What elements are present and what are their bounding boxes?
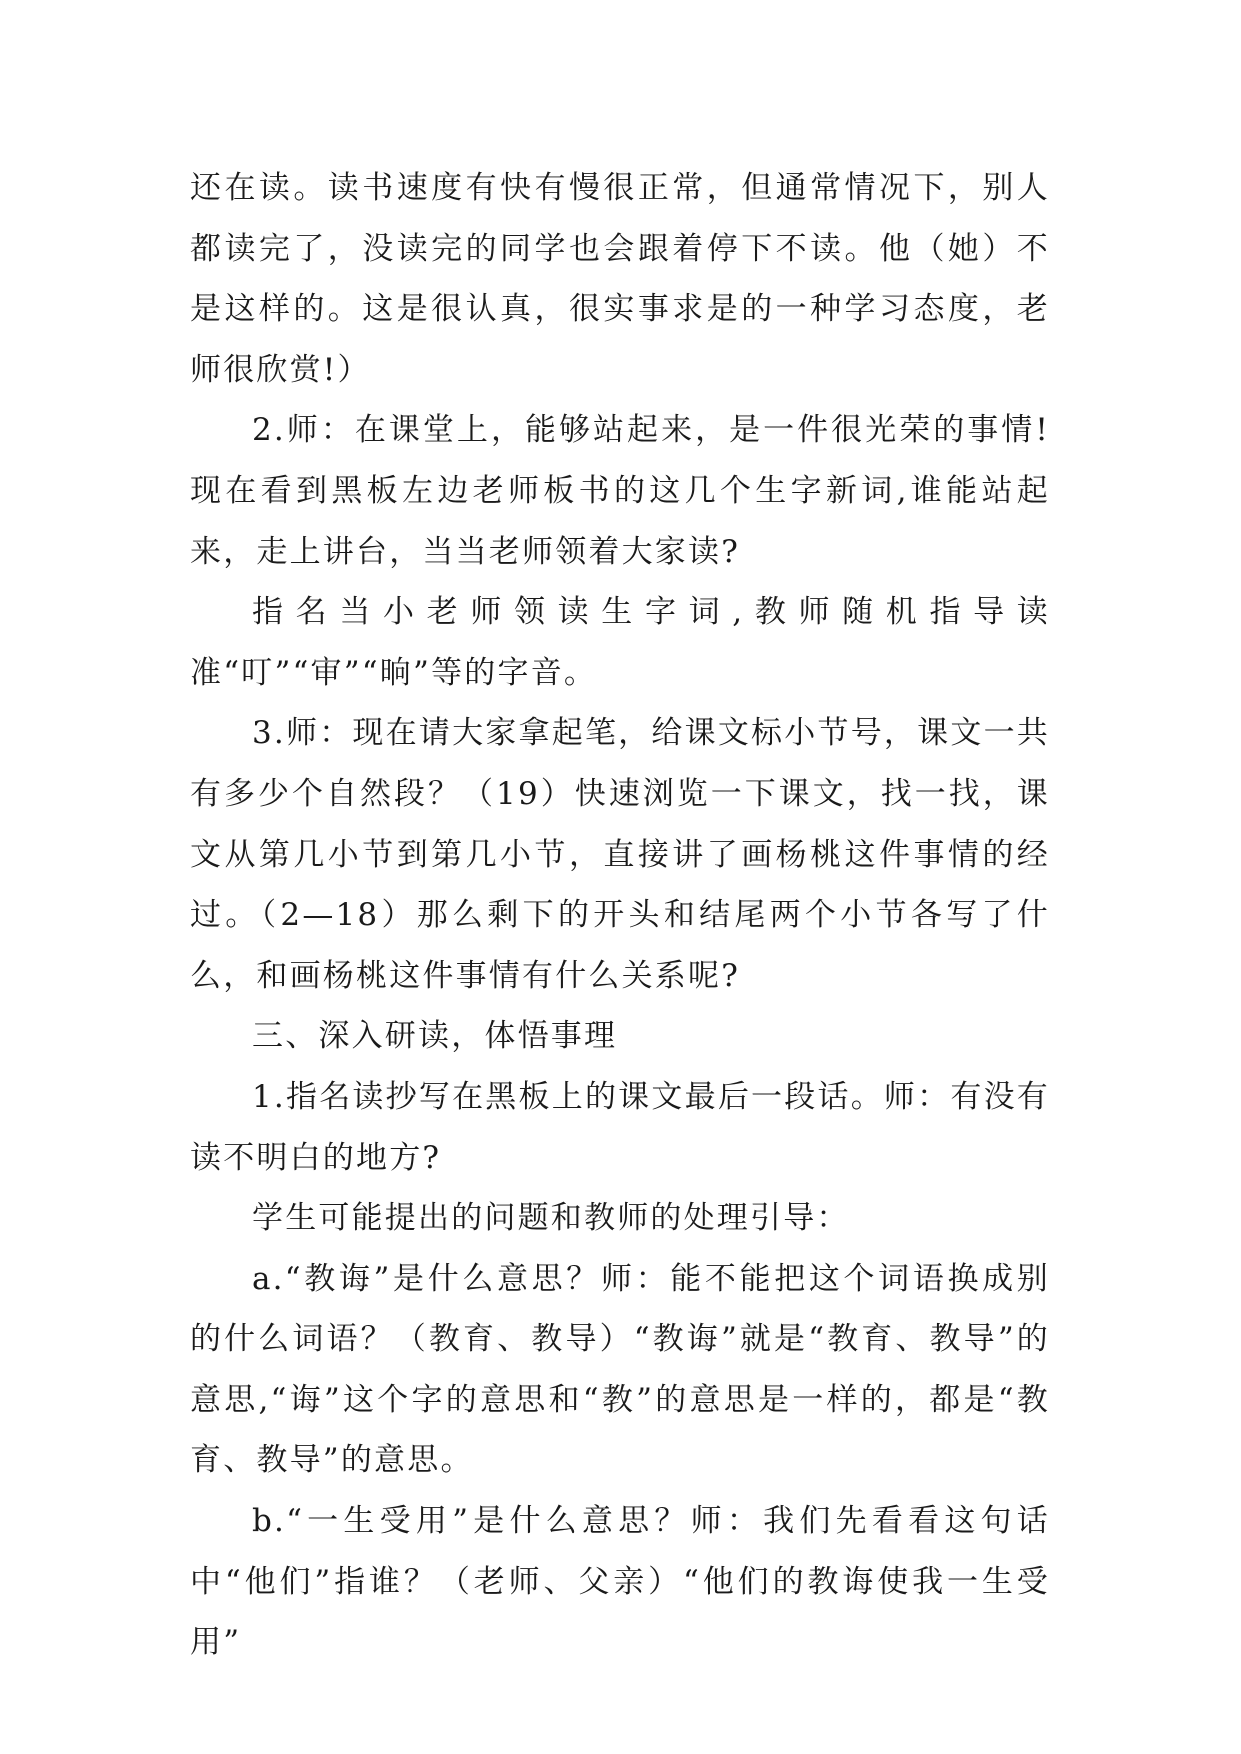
paragraph-item-b: b.“一生受用”是什么意思？师：我们先看看这句话中“他们”指谁？（老师、父亲）“他们的教诲使我一生受用” [190,1503,1050,1661]
paragraph-item-2: 2.师：在课堂上，能够站起来，是一件很光荣的事情!现在看到黑板左边老师板书的这几个生字新词,谁能站起来，走上讲台，当当老师领着大家读? [190,412,1050,570]
paragraph-item-3: 3.师：现在请大家拿起笔，给课文标小节号，课文一共有多少个自然段？（19）快速浏览一下课文，找一找，课文从第几小节到第几小节，直接讲了画杨桃这件事情的经过。（2—18）那么剩下的开头和结尾两个小节各写了什么，和画杨桃这件事情有什么关系呢? [190,715,1050,994]
body-text [190,158,1050,1673]
paragraph-item-1: 1.指名读抄写在黑板上的课文最后一段话。师：有没有读不明白的地方? [190,1078,1050,1176]
paragraph-reading-guidance: 指名当小老师领读生字词,教师随机指导读准“叮”“审”“晌”等的字音。 [190,594,1050,691]
section-heading: 三、深入研读，体悟事理 [252,1018,618,1055]
paragraph-item-a: a.“教诲”是什么意思？师：能不能把这个词语换成别的什么词语？（教育、教导）“教诲”就是“教育、教导”的意思,“诲”这个字的意思和“教”的意思是一样的，都是“教育、教导”的意思。 [190,1260,1050,1479]
paragraph-continuation: 还在读。读书速度有快有慢很正常，但通常情况下，别人都读完了，没读完的同学也会跟着停下不读。他（她）不是这样的。这是很认真，很实事求是的一种学习态度，老师很欣赏!） [190,170,1050,388]
paragraph-intro-questions: 学生可能提出的问题和教师的处理引导： [252,1200,850,1237]
